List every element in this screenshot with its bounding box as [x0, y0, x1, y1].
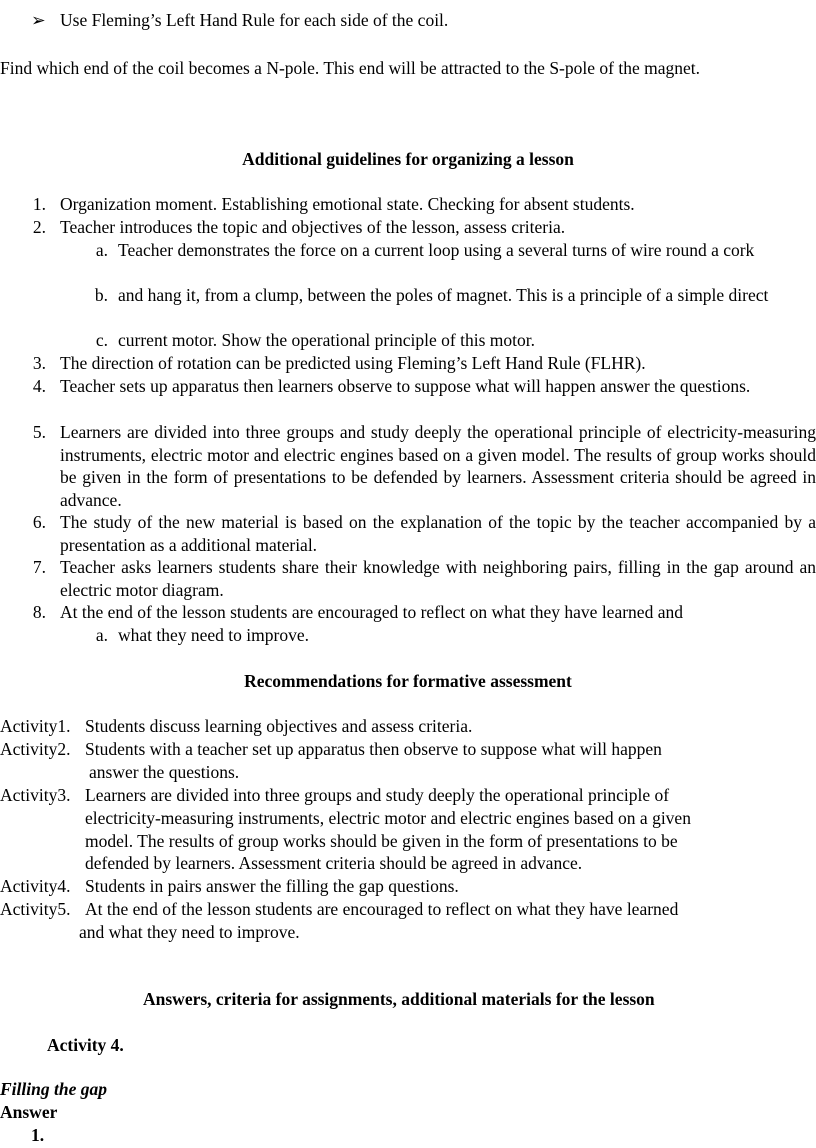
sub-item-letter: b.: [94, 285, 108, 305]
list-item: Learners are divided into three groups and study deeply the operational principle of electricity-measuring instruments, electric motor and electric engines based on a given model. The results of group works should be given in the form of presentations to be defended by learners. Assessment criteria should be agreed in advance.: [60, 422, 816, 510]
activity-4-label: Activity 4.: [47, 1035, 124, 1055]
list-item: The study of the new material is based on the explanation of the topic by the teacher accompanied by a presentation as a additional material.: [60, 512, 816, 555]
answer-number: 1.: [31, 1125, 45, 1145]
sub-item: what they need to improve.: [118, 625, 309, 645]
filling-gap-label: Filling the gap: [0, 1079, 107, 1099]
activity-label: Activity5.: [0, 899, 71, 919]
sub-item-letter: a.: [95, 240, 108, 260]
sub-item: Teacher demonstrates the force on a current loop using a several turns of wire round a cork: [118, 240, 755, 260]
activity-line: At the end of the lesson students are encouraged to reflect on what they have learned: [85, 899, 679, 919]
activity-line: Students in pairs answer the filling the gap questions.: [85, 876, 459, 896]
bullet-arrow-icon: ➢: [31, 10, 46, 30]
list-item-number: 3.: [32, 353, 46, 373]
activity-line: electricity-measuring instruments, electric motor and electric engines based on a given: [85, 808, 691, 828]
activity-line: answer the questions.: [89, 762, 240, 782]
answers-heading: Answers, criteria for assignments, additional materials for the lesson: [143, 989, 655, 1009]
list-item: The direction of rotation can be predicted using Fleming’s Left Hand Rule (FLHR).: [60, 353, 646, 373]
sub-item: and hang it, from a clump, between the poles of magnet. This is a principle of a simple direct: [118, 285, 769, 305]
list-item-number: 5.: [32, 422, 46, 442]
activity-line: Students discuss learning objectives and assess criteria.: [85, 716, 473, 736]
list-item-number: 6.: [32, 512, 46, 532]
activity-label: Activity1.: [0, 716, 71, 736]
formative-heading: Recommendations for formative assessment: [244, 671, 572, 691]
bullet-text: Use Fleming’s Left Hand Rule for each side of the coil.: [60, 10, 449, 30]
sub-item-letter: c.: [95, 330, 108, 350]
list-item-number: 1.: [32, 194, 46, 214]
sub-item: current motor. Show the operational principle of this motor.: [118, 330, 536, 350]
activity-label: Activity4.: [0, 876, 71, 896]
list-item-number: 7.: [32, 557, 46, 577]
activity-label: Activity2.: [0, 739, 71, 759]
list-item-number: 8.: [32, 602, 46, 622]
list-item-number: 4.: [32, 376, 46, 396]
guidelines-heading: Additional guidelines for organizing a lesson: [242, 149, 574, 169]
activity-line: defended by learners. Assessment criteria should be agreed in advance.: [85, 853, 583, 873]
activity-line: and what they need to improve.: [79, 922, 300, 942]
activity-line: model. The results of group works should be given in the form of presentations to be: [85, 831, 678, 851]
list-item-number: 2.: [32, 217, 46, 237]
list-item: At the end of the lesson students are encouraged to reflect on what they have learned and: [60, 602, 683, 622]
list-item: Teacher asks learners students share their knowledge with neighboring pairs, filling in the gap around an electric motor diagram.: [60, 557, 816, 600]
sub-item-letter: a.: [95, 625, 108, 645]
activity-line: Students with a teacher set up apparatus then observe to suppose what will happen: [85, 739, 662, 759]
list-item: Organization moment. Establishing emotional state. Checking for absent students.: [60, 194, 635, 214]
list-item: Teacher introduces the topic and objectives of the lesson, assess criteria.: [60, 217, 566, 237]
find-paragraph: Find which end of the coil becomes a N-pole. This end will be attracted to the S-pole of the magnet.: [0, 58, 700, 78]
list-item: Teacher sets up apparatus then learners observe to suppose what will happen answer the questions.: [60, 376, 751, 396]
activity-line: Learners are divided into three groups and study deeply the operational principle of: [85, 785, 670, 805]
activity-label: Activity3.: [0, 785, 71, 805]
answer-label: Answer: [0, 1102, 58, 1122]
